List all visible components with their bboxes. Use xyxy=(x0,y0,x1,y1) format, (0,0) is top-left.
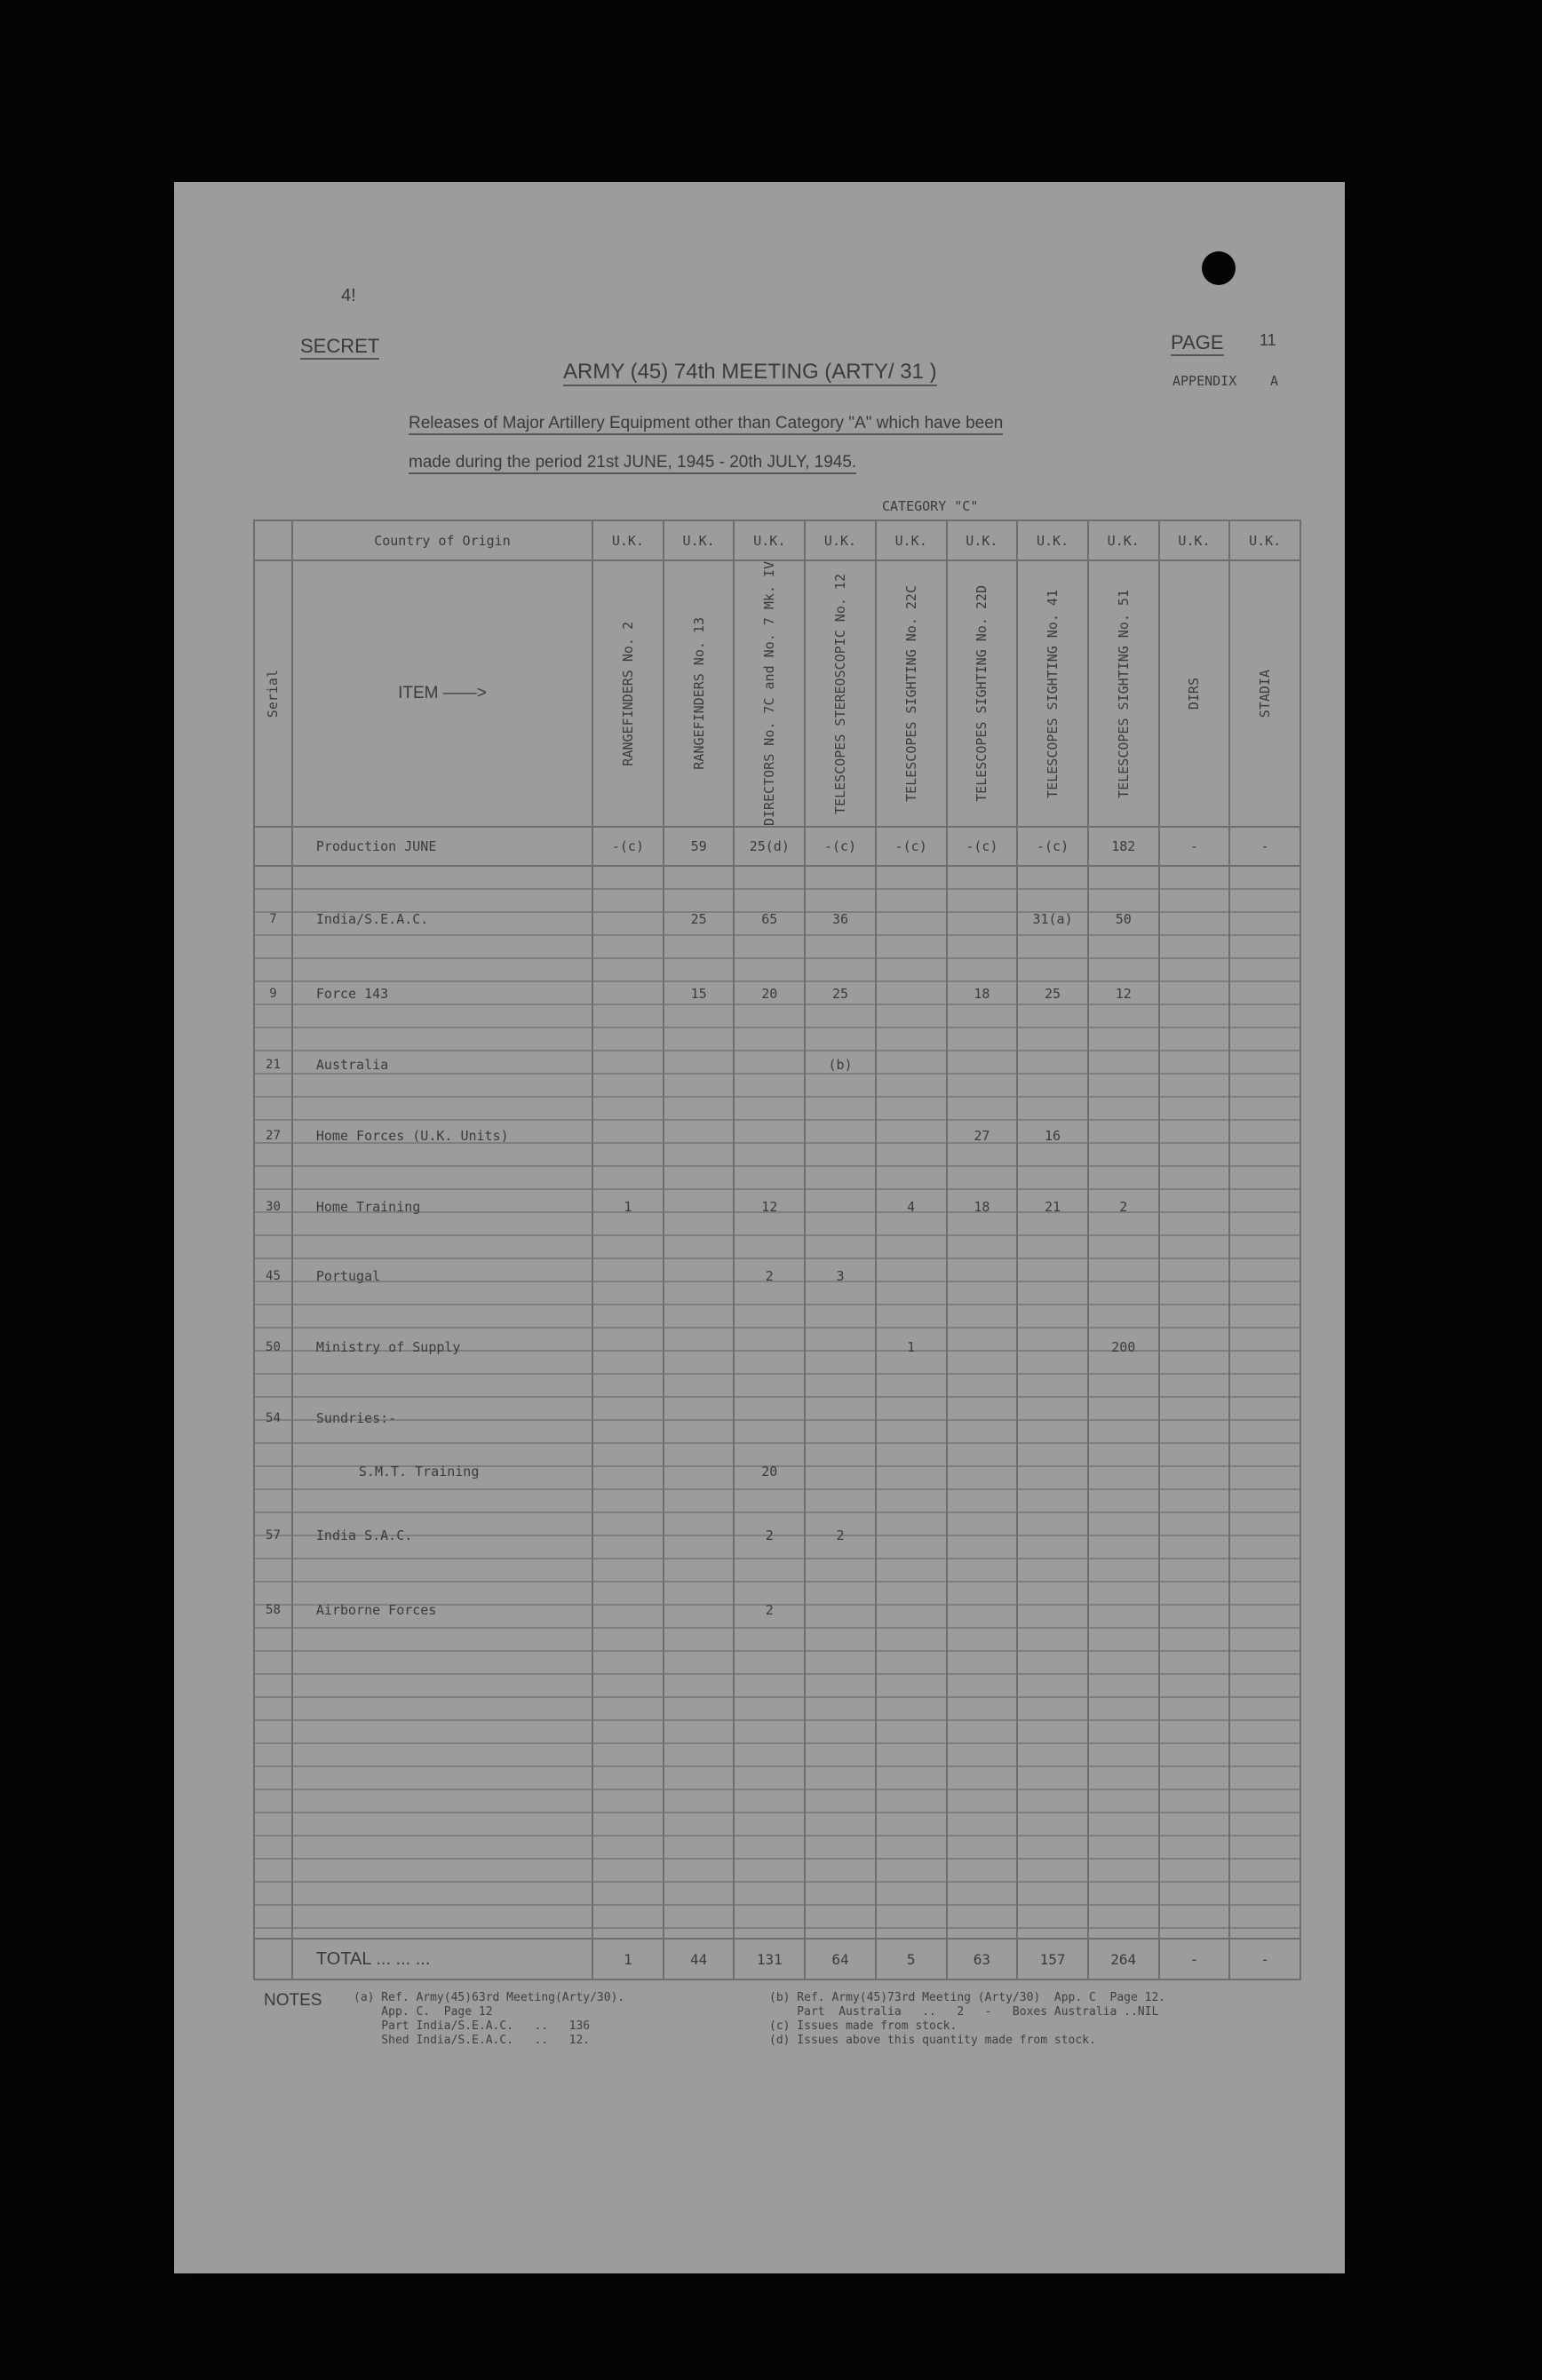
appendix-label: APPENDIX xyxy=(1172,373,1237,389)
production-cell: - xyxy=(1229,827,1300,866)
subtitle-line-2: made during the period 21st JUNE, 1945 - 20th JULY, 1945. xyxy=(409,453,856,474)
serial-column xyxy=(254,866,292,1939)
table-cell-value: 18 xyxy=(974,1199,990,1216)
serial-number: 58 xyxy=(266,1603,281,1618)
item-name: Sundries:- xyxy=(315,1410,397,1427)
item-heading: RANGEFINDERS No. 13 xyxy=(690,617,707,770)
value-column xyxy=(1159,866,1230,1939)
serial-number: 30 xyxy=(266,1200,281,1215)
origin-cell: U.K. xyxy=(1159,520,1230,560)
notes-col-2: (b) Ref. Army(45)73rd Meeting (Arty/30) App. C Page 12. Part Australia .. 2 - Boxes Australia ..NIL (c) Issues made from stock. (d) Issues above this quantity made from stock. xyxy=(769,1991,1166,2047)
total-cell: 264 xyxy=(1088,1939,1159,1979)
production-label: Production JUNE xyxy=(292,827,592,866)
item-name: Force 143 xyxy=(315,986,389,1003)
value-column xyxy=(947,866,1018,1939)
total-cell: 64 xyxy=(805,1939,876,1979)
value-column xyxy=(805,866,876,1939)
table-cell-value: 4 xyxy=(907,1199,916,1216)
origin-cell: U.K. xyxy=(1088,520,1159,560)
punch-hole xyxy=(1202,251,1236,285)
production-cell: -(c) xyxy=(1017,827,1088,866)
value-column xyxy=(1017,866,1088,1939)
table-cell-value: 2 xyxy=(765,1602,774,1619)
item-name: Home Training xyxy=(315,1199,421,1216)
value-column xyxy=(1088,866,1159,1939)
serial-number: 9 xyxy=(269,987,277,1002)
table-cell-value: 21 xyxy=(1045,1199,1061,1216)
table-cell-value: 2 xyxy=(765,1268,774,1285)
item-heading: RANGEFINDERS No. 2 xyxy=(619,621,636,766)
item-name-column xyxy=(292,866,592,1939)
origin-cell: U.K. xyxy=(734,520,805,560)
total-cell: 157 xyxy=(1017,1939,1088,1979)
table-cell-value: (b) xyxy=(828,1057,853,1074)
origin-cell: U.K. xyxy=(805,520,876,560)
table-cell-value: 2 xyxy=(765,1527,774,1544)
origin-cell: U.K. xyxy=(1017,520,1088,560)
total-cell: 5 xyxy=(876,1939,947,1979)
table-cell-value: 65 xyxy=(761,911,778,928)
total-cell: 44 xyxy=(664,1939,735,1979)
country-header: Country of Origin xyxy=(292,520,592,560)
table-cell-value: 25 xyxy=(831,986,849,1003)
notes-label: NOTES xyxy=(264,1991,322,2010)
production-cell: -(c) xyxy=(592,827,664,866)
serial-header: Serial xyxy=(265,669,282,718)
table-cell-value: 36 xyxy=(831,911,849,928)
table-cell-value: 200 xyxy=(1111,1339,1136,1356)
table-cell-value: 20 xyxy=(761,1464,778,1480)
table-cell-value: 2 xyxy=(1119,1199,1128,1216)
table-cell-value: 16 xyxy=(1045,1128,1061,1145)
origin-cell: U.K. xyxy=(1229,520,1300,560)
item-name: Airborne Forces xyxy=(315,1602,437,1619)
classification-label: SECRET xyxy=(300,335,379,360)
item-heading: TELESCOPES SIGHTING No. 51 xyxy=(1115,589,1132,798)
serial-number: 45 xyxy=(266,1269,281,1284)
production-cell: -(c) xyxy=(947,827,1018,866)
page-number: 11 xyxy=(1260,331,1276,349)
table-cell-value: 12 xyxy=(761,1199,778,1216)
corner-mark: 4! xyxy=(341,286,356,305)
table-cell-value: 27 xyxy=(974,1128,990,1145)
item-name: India/S.E.A.C. xyxy=(315,911,429,928)
item-name: Ministry of Supply xyxy=(315,1339,461,1356)
category-label: CATEGORY "C" xyxy=(882,498,979,514)
table-cell-value: 15 xyxy=(690,986,707,1003)
page-label: PAGE xyxy=(1171,331,1224,356)
meeting-title: ARMY (45) 74th MEETING (ARTY/ 31 ) xyxy=(563,360,937,386)
production-cell: - xyxy=(1159,827,1230,866)
origin-cell: U.K. xyxy=(664,520,735,560)
total-row xyxy=(254,1939,1300,1979)
production-cell: 25(d) xyxy=(734,827,805,866)
item-heading: TELESCOPES SIGHTING No. 41 xyxy=(1045,589,1061,798)
value-column xyxy=(664,866,735,1939)
table-cell-value: 12 xyxy=(1115,986,1132,1003)
item-name: Portugal xyxy=(315,1268,381,1285)
serial-number: 7 xyxy=(269,912,277,927)
table-cell-value: 25 xyxy=(690,911,707,928)
total-cell: - xyxy=(1229,1939,1300,1979)
table-cell-value: 50 xyxy=(1115,911,1132,928)
item-name: Australia xyxy=(315,1057,389,1074)
serial-number: 57 xyxy=(266,1528,281,1543)
production-cell: -(c) xyxy=(805,827,876,866)
total-label: TOTAL ... ... ... xyxy=(292,1939,592,1979)
origin-cell: U.K. xyxy=(876,520,947,560)
production-cell: 182 xyxy=(1088,827,1159,866)
serial-number: 21 xyxy=(266,1058,281,1073)
origin-cell: U.K. xyxy=(947,520,1018,560)
production-cell: 59 xyxy=(664,827,735,866)
releases-table xyxy=(253,520,1301,1980)
value-column xyxy=(1229,866,1300,1939)
item-header: ITEM ——> xyxy=(292,560,592,827)
appendix-letter: A xyxy=(1270,373,1279,389)
serial-number: 27 xyxy=(266,1129,281,1144)
table-cell-value: 3 xyxy=(836,1268,845,1285)
serial-number: 54 xyxy=(266,1411,281,1426)
item-heading: TELESCOPES SIGHTING No. 22D xyxy=(974,585,990,802)
origin-cell: U.K. xyxy=(592,520,664,560)
item-heading: TELESCOPES SIGHTING No. 22C xyxy=(902,585,919,802)
total-cell: 131 xyxy=(734,1939,805,1979)
serial-number: 50 xyxy=(266,1340,281,1355)
item-name: India S.A.C. xyxy=(315,1527,413,1544)
production-row xyxy=(254,827,1300,866)
table-cell-value: 2 xyxy=(836,1527,845,1544)
table-cell-value: 20 xyxy=(761,986,778,1003)
item-heading: STADIA xyxy=(1257,669,1274,718)
value-column xyxy=(592,866,664,1939)
notes-col-1: (a) Ref. Army(45)63rd Meeting(Arty/30). App. C. Page 12 Part India/S.E.A.C. .. 136 Shed India/S.E.A.C. .. 12. xyxy=(354,1991,625,2047)
table-cell-value: 25 xyxy=(1045,986,1061,1003)
total-cell: 1 xyxy=(592,1939,664,1979)
item-header-row xyxy=(254,560,1300,827)
value-column xyxy=(734,866,805,1939)
table-cell-value: 1 xyxy=(907,1339,916,1356)
table-cell-value: 1 xyxy=(624,1199,632,1216)
origin-row xyxy=(254,520,1300,560)
total-cell: 63 xyxy=(947,1939,1018,1979)
value-column xyxy=(876,866,947,1939)
table-cell-value: 18 xyxy=(974,986,990,1003)
item-heading: DIRS xyxy=(1186,677,1203,710)
item-name: S.M.T. Training xyxy=(358,1464,480,1480)
production-cell: -(c) xyxy=(876,827,947,866)
body-row xyxy=(254,866,1300,1939)
item-heading: TELESCOPES STEREOSCOPIC No. 12 xyxy=(831,573,848,814)
item-heading: DIRECTORS No. 7C and No. 7 Mk. IV xyxy=(761,561,778,827)
total-cell: - xyxy=(1159,1939,1230,1979)
item-name: Home Forces (U.K. Units) xyxy=(315,1128,509,1145)
table-cell-value: 31(a) xyxy=(1032,911,1073,928)
subtitle-line-1: Releases of Major Artillery Equipment other than Category "A" which have been xyxy=(409,414,1003,435)
